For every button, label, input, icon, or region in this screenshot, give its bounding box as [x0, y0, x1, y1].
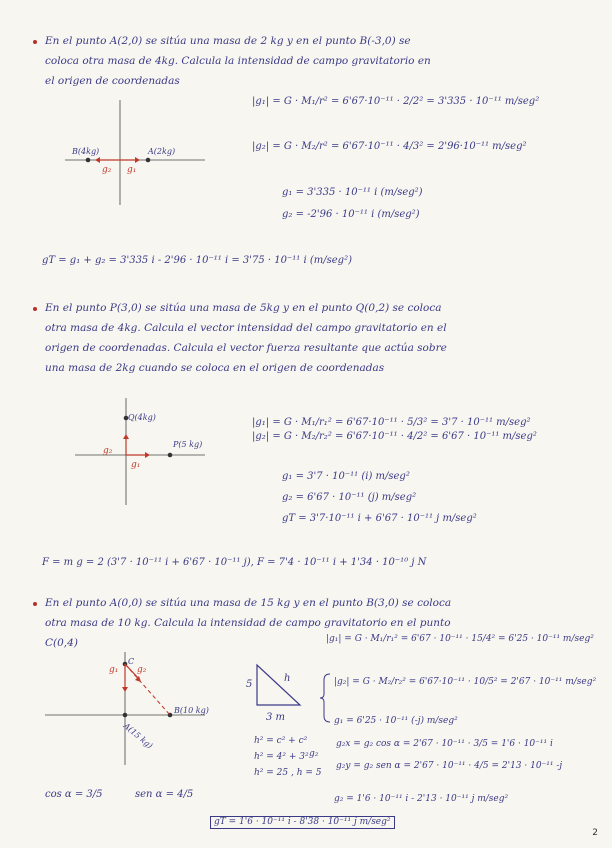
- brace-label: g₂: [309, 749, 319, 759]
- label-g2: g₂: [103, 446, 113, 456]
- p2-eq-5: gT = 3'7·10⁻¹¹ i + 6'67 · 10⁻¹¹ j m/seg²: [282, 513, 477, 524]
- label-a: A(15 kg): [121, 721, 155, 751]
- label-g2: g₂: [137, 665, 147, 675]
- triangle-five: 5: [246, 679, 253, 690]
- problem1-line-2: coloca otra masa de 4kg. Calcula la intensidad de campo gravitatorio en: [45, 55, 431, 67]
- p3-eq-2: |g₂| = G · M₂/r₂² = 6'67·10⁻¹¹ · 10/5² = 2'67 · 10⁻¹¹ m/seg²: [334, 677, 597, 687]
- pyth-3: h² = 25 , h = 5: [254, 768, 322, 778]
- pyth-1: h² = c² + c²: [254, 736, 308, 746]
- problem3-line-2: otra masa de 10 kg. Calcula la intensidad de campo gravitatorio en el punto: [45, 617, 451, 629]
- problem3-line-3: C(0,4): [45, 637, 78, 649]
- p3-result-box: gT = 1'6 · 10⁻¹¹ i - 8'38 · 10⁻¹¹ j m/seg²: [210, 816, 395, 829]
- problem3-line-1: En el punto A(0,0) se sitúa una masa de 15 kg y en el punto B(3,0) se coloca: [45, 597, 452, 609]
- p3-eq-4: g₂x = g₂ cos α = 2'67 · 10⁻¹¹ · 3/5 = 1'6 · 10⁻¹¹ i: [336, 739, 553, 749]
- p2-eq-1: |g₁| = G · M₁/r₁² = 6'67·10⁻¹¹ · 5/3² = 3'7 · 10⁻¹¹ m/seg²: [252, 417, 531, 428]
- trig-cos: cos α = 3/5: [45, 789, 103, 800]
- label-g1: g₁: [131, 460, 141, 470]
- label-q: Q(4kg): [128, 413, 156, 422]
- p2-eq-2: |g₂| = G · M₂/r₂² = 6'67·10⁻¹¹ · 4/2² = 6'67 · 10⁻¹¹ m/seg²: [252, 431, 537, 442]
- label-b: B(10 kg): [174, 706, 209, 715]
- p2-eq-3: g₁ = 3'7 · 10⁻¹¹ (i) m/seg²: [282, 471, 410, 482]
- p1-eq-4: g₂ = -2'96 · 10⁻¹¹ i (m/seg²): [282, 209, 420, 220]
- triangle-h: h: [284, 673, 291, 684]
- problem1-line-3: el origen de coordenadas: [45, 75, 180, 87]
- p2-force: F = m g = 2 (3'7 · 10⁻¹¹ i + 6'67 · 10⁻¹¹ j), F = 7'4 · 10⁻¹¹ i + 1'34 · 10⁻¹⁰ j N: [42, 557, 427, 568]
- p3-eq-6: g₂ = 1'6 · 10⁻¹¹ i - 2'13 · 10⁻¹¹ j m/seg²: [334, 794, 509, 804]
- label-b: B(4kg): [72, 147, 100, 156]
- p3-eq-5: g₂y = g₂ sen α = 2'67 · 10⁻¹¹ · 4/5 = 2'13 · 10⁻¹¹ -j: [336, 761, 563, 771]
- label-g1: g₁: [109, 665, 119, 675]
- problem2-line-1: En el punto P(3,0) se sitúa una masa de 5kg y en el punto Q(0,2) se coloca: [45, 302, 442, 314]
- p2-eq-4: g₂ = 6'67 · 10⁻¹¹ (j) m/seg²: [282, 492, 417, 503]
- label-c: C: [128, 657, 135, 666]
- p1-eq-3: g₁ = 3'335 · 10⁻¹¹ i (m/seg²): [282, 187, 423, 198]
- trig-sin: sen α = 4/5: [135, 789, 194, 800]
- page-number: 2: [592, 828, 598, 838]
- p1-eq-1: |g₁| = G · M₁/r² = 6'67·10⁻¹¹ · 2/2² = 3'335 · 10⁻¹¹ m/seg²: [252, 96, 540, 107]
- pyth-2: h² = 4² + 3²: [254, 752, 309, 762]
- label-p: P(5 kg): [173, 440, 203, 449]
- p1-eq-2: |g₂| = G · M₂/r² = 6'67·10⁻¹¹ · 4/3² = 2'96·10⁻¹¹ m/seg²: [252, 141, 527, 152]
- problem2-line-3: origen de coordenadas. Calcula el vector fuerza resultante que actúa sobre: [45, 342, 447, 354]
- problem2-line-4: una masa de 2kg cuando se coloca en el origen de coordenadas: [45, 362, 385, 374]
- problem2-line-2: otra masa de 4kg. Calcula el vector intensidad del campo gravitatorio en el: [45, 322, 447, 334]
- p3-eq-3: g₁ = 6'25 · 10⁻¹¹ (-j) m/seg²: [334, 716, 458, 726]
- label-g2: g₂: [102, 165, 112, 175]
- label-a: A(2kg): [148, 147, 176, 156]
- p1-total: gT = g₁ + g₂ = 3'335 i - 2'96 · 10⁻¹¹ i = 3'75 · 10⁻¹¹ i (m/seg²): [42, 255, 352, 266]
- problem1-line-1: En el punto A(2,0) se sitúa una masa de 2 kg y en el punto B(-3,0) se: [45, 35, 411, 47]
- label-g1: g₁: [127, 165, 137, 175]
- triangle-three: 3 m: [266, 712, 286, 723]
- p3-eq-1: |g₁| = G · M₁/r₁² = 6'67 · 10⁻¹¹ · 15/4² = 6'25 · 10⁻¹¹ m/seg²: [326, 634, 594, 644]
